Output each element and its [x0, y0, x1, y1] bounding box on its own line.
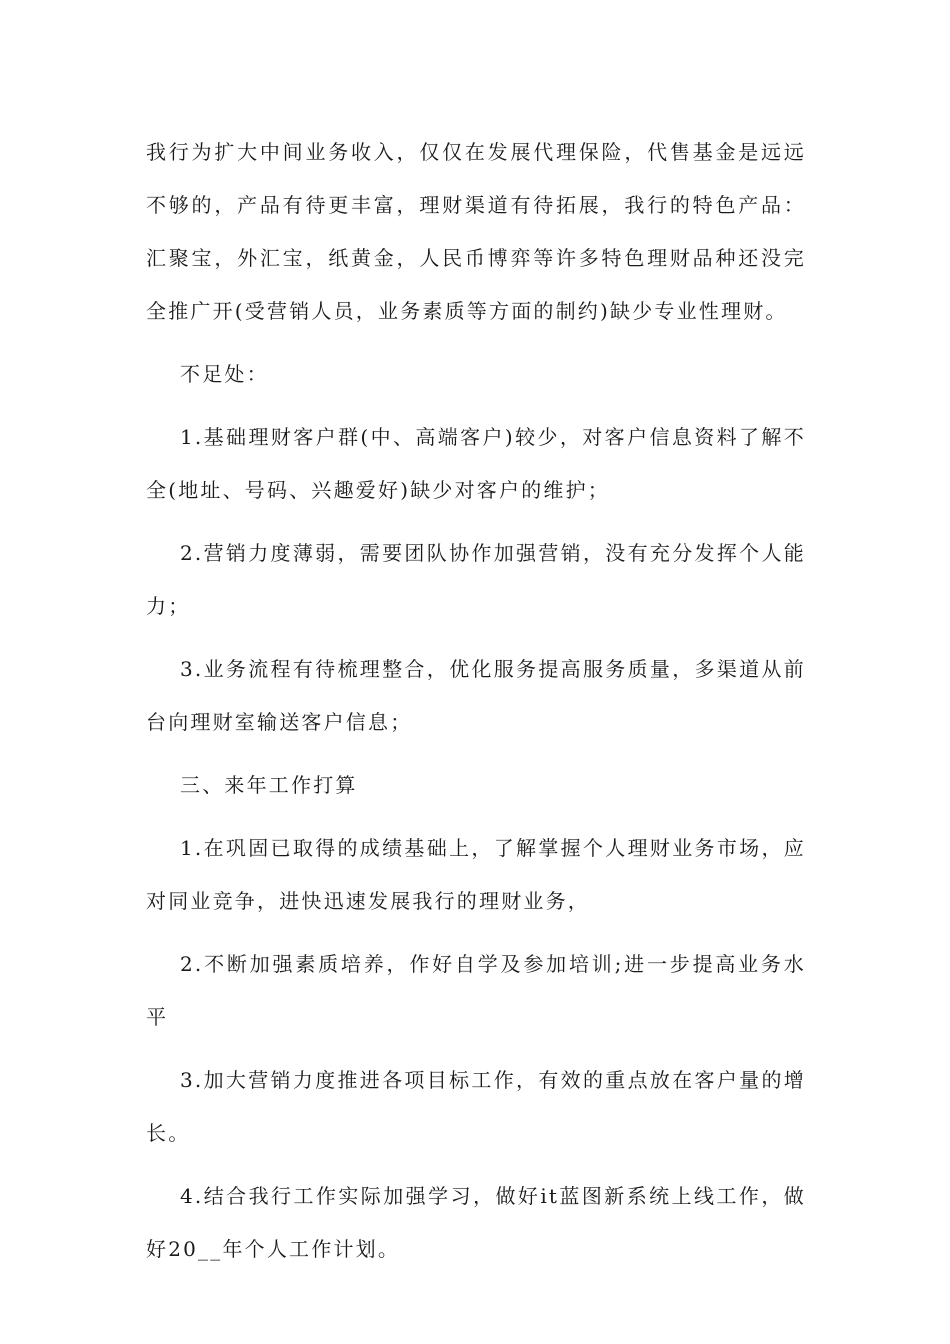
paragraph-plan-4: 4.结合我行工作实际加强学习，做好it蓝图新系统上线工作，做好20__年个人工作计划。: [146, 1184, 806, 1261]
paragraph-shortcoming-2: 2.营销力度薄弱，需要团队协作加强营销，没有充分发挥个人能力；: [146, 541, 806, 618]
paragraph-intro: 我行为扩大中间业务收入，仅仅在发展代理保险，代售基金是远远不够的，产品有待更丰富，理财渠道有待拓展，我行的特色产品：汇聚宝，外汇宝，纸黄金，人民币博弈等许多特色理财品种还没完全推广开(受营销人员，业务素质等方面的制约)缺少专业性理财。: [146, 140, 806, 323]
paragraph-plan-1: 1.在巩固已取得的成绩基础上，了解掌握个人理财业务市场，应对同业竞争，进快迅速发展我行的理财业务，: [146, 836, 806, 913]
paragraph-shortcomings-heading: 不足处：: [180, 362, 269, 386]
paragraph-shortcoming-1: 1.基础理财客户群(中、高端客户)较少，对客户信息资料了解不全(地址、号码、兴趣爱好)缺少对客户的维护；: [146, 425, 806, 502]
paragraph-plan-2: 2.不断加强素质培养，作好自学及参加培训;进一步提高业务水平: [146, 952, 806, 1029]
document-body: [146, 126, 806, 1276]
paragraph-plan-3: 3.加大营销力度推进各项目标工作，有效的重点放在客户量的增长。: [146, 1068, 806, 1145]
paragraph-shortcoming-3: 3.业务流程有待梳理整合，优化服务提高服务质量，多渠道从前台向理财室输送客户信息；: [146, 657, 806, 734]
paragraph-plan-heading: 三、来年工作打算: [180, 773, 358, 797]
